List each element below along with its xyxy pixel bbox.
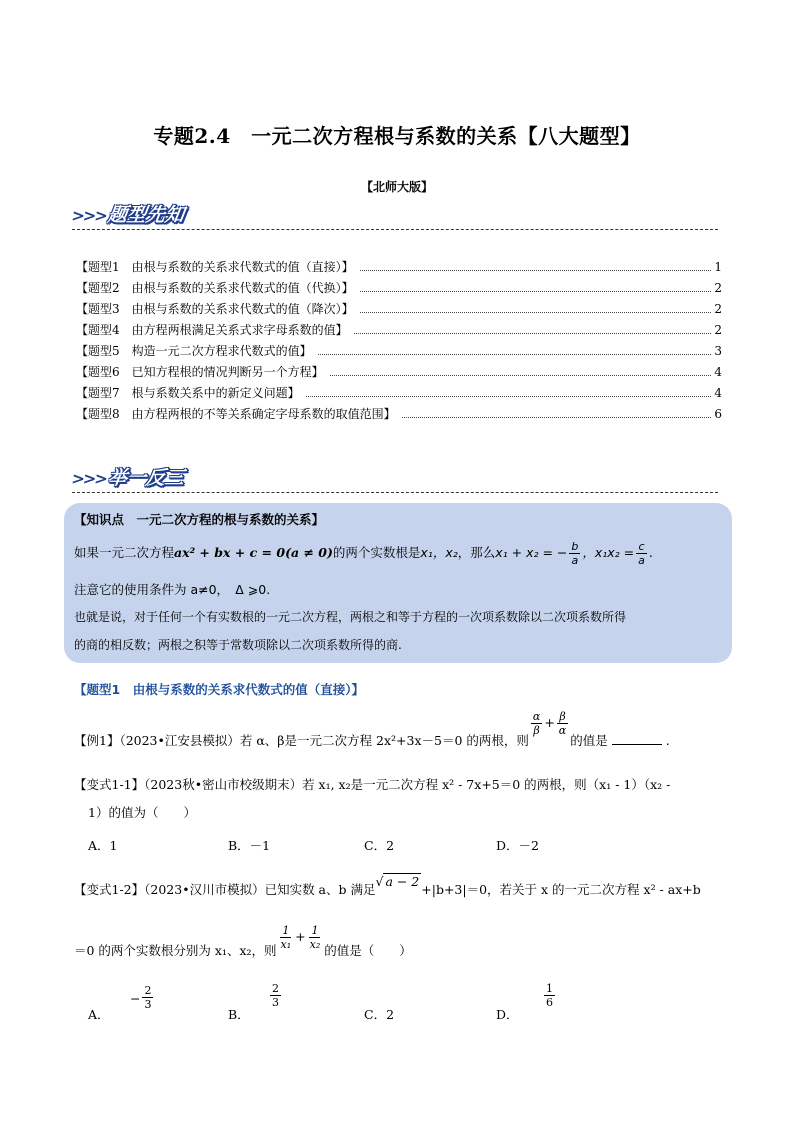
toc-label: 【题型2 由根与系数的关系求代数式的值（代换）】	[76, 281, 354, 295]
leader-dots	[330, 374, 712, 376]
knowledge-line-1: 如果一元二次方程ax² + bx + c = 0(a ≠ 0)的两个实数根是x₁，x₂，那么x₁ + x₂ = − $\frac{b}{a}$ ，x₁x₂ = $\frac{c}{a}$ .	[74, 540, 653, 567]
divider	[72, 229, 718, 230]
variant-1-1-line-1: 【变式1-1】（2023秋•密山市校级期末）若 x₁, x₂是一元二次方程 x² - 7x+5＝0 的两根，则（x₁ - 1）（x₂ -	[74, 777, 671, 792]
option-d-value: $\frac{1}{6}$	[546, 982, 553, 1009]
option-b[interactable]: B．－1	[228, 838, 271, 853]
leader-dots	[402, 416, 712, 418]
leader-dots	[318, 353, 712, 355]
toc-label: 【题型7 根与系数关系中的新定义问题】	[76, 386, 300, 400]
type-1-heading: 【题型1 由根与系数的关系求代数式的值（直接）】	[74, 682, 364, 697]
sqrt-expression: a − 2	[385, 874, 420, 889]
toc-page: 2	[714, 323, 722, 337]
section-banner-overview	[70, 200, 186, 226]
variant-1-2-line-2: ＝0 的两个实数根分别为 x₁、x₂，则 $\frac{1}{\text{x₁}}$ + $\frac{1}{\text{x₂}}$ 的值是（ ）	[74, 924, 412, 958]
page-title: 专题2.4 一元二次方程根与系数的关系【八大题型】	[153, 124, 641, 148]
option-b[interactable]: B．	[228, 1007, 250, 1022]
fraction-1-over-x2: $\frac{1}{\text{x₂}}$	[309, 924, 321, 951]
toc-label: 【题型6 已知方程根的情况判断另一个方程】	[76, 365, 324, 379]
knowledge-heading: 【知识点 一元二次方程的根与系数的关系】	[74, 512, 325, 527]
option-d[interactable]: D．－2	[496, 838, 539, 853]
variant-1-1-line-2: 1）的值为（ ）	[88, 805, 196, 820]
variant-1-2-line-1: 【变式1-2】（2023•汉川市模拟）已知实数 a、b 满足√ a − 2+|b+3|＝0，若关于 x 的一元二次方程 x² - ax+b	[74, 874, 701, 897]
leader-dots	[360, 290, 712, 292]
toc-label: 【题型1 由根与系数的关系求代数式的值（直接）】	[76, 260, 354, 274]
leader-dots	[354, 332, 712, 334]
toc-label: 【题型3 由根与系数的关系求代数式的值（降次）】	[76, 302, 354, 316]
option-c[interactable]: C．2	[364, 1007, 395, 1022]
toc-label: 【题型5 构造一元二次方程求代数式的值】	[76, 344, 312, 358]
leader-dots	[360, 269, 712, 271]
toc-page: 6	[714, 407, 722, 421]
edition-label: 【北师大版】	[360, 180, 433, 194]
section-banner-practice	[70, 463, 186, 489]
fraction-b-over-a: $\frac{b}{a}$	[571, 540, 579, 567]
option-a[interactable]: A．	[88, 1007, 110, 1022]
quadratic-equation: ax² + bx + c = 0(a ≠ 0)	[174, 545, 333, 560]
fraction-beta-over-alpha: $\frac{\beta}{\alpha}$	[558, 710, 567, 737]
option-a[interactable]: A．1	[88, 838, 118, 853]
example-1: 【例1】（2023•江安县模拟）若 α、β是一元二次方程 2x²+3x－5＝0 的两根，则 $\frac{\alpha}{\beta}$ + $\frac{\beta}{\alpha}$ 的值是 .	[74, 710, 670, 748]
leader-dots	[306, 395, 712, 397]
knowledge-line-4: 的商的相反数；两根之积等于常数项除以二次项系数所得的商.	[74, 638, 402, 652]
toc-page: 4	[714, 386, 722, 400]
toc-item[interactable]	[76, 321, 722, 342]
toc-page: 3	[714, 344, 722, 358]
arrows-icon: >>>	[70, 206, 108, 225]
banner-text: 题型先知	[106, 204, 186, 226]
toc-item[interactable]	[76, 405, 722, 426]
toc-page: 2	[714, 281, 722, 295]
toc-item[interactable]	[76, 384, 722, 405]
toc-page: 1	[714, 260, 722, 274]
divider	[72, 492, 718, 493]
knowledge-line-2: 注意它的使用条件为 a≠0， Δ ⩾0.	[74, 582, 271, 597]
fraction-1-over-x1: $\frac{1}{\text{x₁}}$	[280, 924, 292, 951]
option-b-value: $\frac{2}{3}$	[272, 982, 279, 1009]
option-a-value: − $\frac{2}{3}$	[130, 984, 152, 1011]
toc-label: 【题型8 由方程两根的不等关系确定字母系数的取值范围】	[76, 407, 396, 421]
toc-page: 2	[714, 302, 722, 316]
toc-item[interactable]	[76, 300, 722, 321]
option-d[interactable]: D．	[496, 1007, 519, 1022]
toc-item[interactable]	[76, 279, 722, 300]
toc-item[interactable]	[76, 342, 722, 363]
arrows-icon: >>>	[70, 469, 108, 488]
answer-blank[interactable]	[612, 744, 662, 745]
option-c[interactable]: C．2	[364, 838, 395, 853]
leader-dots	[360, 311, 712, 313]
fraction-c-over-a: $\frac{c}{a}$	[638, 540, 645, 567]
toc-page: 4	[714, 365, 722, 379]
fraction-alpha-over-beta: $\frac{\alpha}{\beta}$	[532, 710, 541, 737]
toc-item[interactable]	[76, 258, 722, 279]
toc-label: 【题型4 由方程两根满足关系式求字母系数的值】	[76, 323, 348, 337]
banner-text: 举一反三	[106, 467, 186, 489]
toc-item[interactable]	[76, 363, 722, 384]
knowledge-line-3: 也就是说，对于任何一个有实数根的一元二次方程，两根之和等于方程的一次项系数除以二次项系数所得	[74, 610, 627, 624]
table-of-contents	[76, 258, 722, 426]
